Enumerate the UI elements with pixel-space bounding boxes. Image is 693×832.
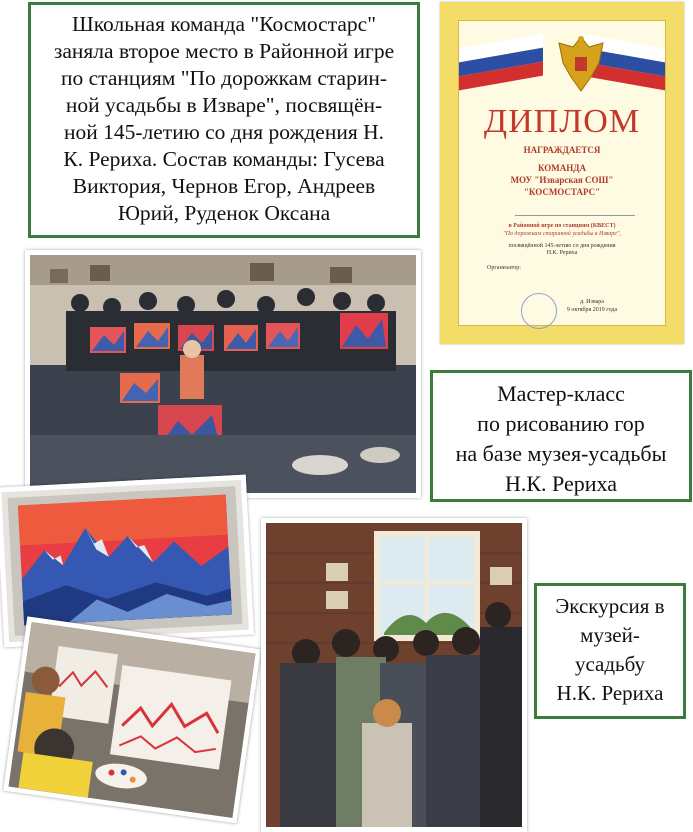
caption-line: К. Рериха. Состав команды: Гусева xyxy=(63,147,385,171)
diploma-team: "КОСМОСТАРС" xyxy=(523,187,601,197)
coat-of-arms-icon xyxy=(555,33,607,95)
caption-line: музей- xyxy=(580,623,640,647)
caption-line: Экскурсия в xyxy=(555,594,665,618)
caption-line: Школьная команда "Космостарс" xyxy=(72,12,376,36)
diploma-event-1: в Районной игре по станциям (КВЕСТ) xyxy=(508,223,616,229)
russian-flag-left-icon xyxy=(459,34,543,91)
caption-line: по станциям "По дорожкам старин- xyxy=(60,66,387,90)
diploma-date: 9 октября 2019 года xyxy=(566,307,618,313)
diploma-dedication-1: посвящённой 145-летию со дня рождения xyxy=(508,243,616,249)
diploma-image xyxy=(440,2,684,344)
caption-line: Виктория, Чернов Егор, Андреев xyxy=(72,174,376,198)
diploma-awarded: НАГРАЖДАЕТСЯ xyxy=(523,145,601,155)
caption-line: ной 145-летию со дня рождения Н. xyxy=(63,120,384,144)
diploma-paper xyxy=(458,20,666,326)
caption-line: по рисованию гор xyxy=(477,411,645,436)
diploma-dedication-2: Н.К. Рериха xyxy=(546,250,578,256)
caption-line: заняла второе место в Районной игре xyxy=(53,39,395,63)
diploma-school: МОУ "Изварская СОШ" xyxy=(510,175,614,185)
caption-line: ной усадьбы в Изваре", посвящён- xyxy=(65,93,383,117)
caption-line: Мастер-класс xyxy=(497,381,625,406)
caption-line: Юрий, Руденок Оксана xyxy=(117,201,331,225)
caption-line: на базе музея-усадьбы xyxy=(455,441,667,466)
diploma-organizer: Организатор: xyxy=(487,265,521,271)
caption-excursion xyxy=(534,583,686,719)
diploma-team-label: КОМАНДА xyxy=(538,163,586,173)
caption-line: Н.К. Рериха xyxy=(556,681,664,705)
museum-excursion-icon xyxy=(266,523,522,827)
children-painting-icon xyxy=(9,622,256,818)
classroom-photo xyxy=(25,250,421,498)
diploma-event-2: "По дорожкам старинной усадьбы в Изваре", xyxy=(503,231,621,237)
classroom-scene-icon xyxy=(30,255,416,493)
diploma-place: д. Извара xyxy=(580,299,604,305)
caption-line: Н.К. Рериха xyxy=(504,471,618,496)
caption-line: усадьбу xyxy=(574,652,646,676)
diploma-title: ДИПЛОМ xyxy=(483,103,641,140)
handwritten-place xyxy=(515,205,635,216)
museum-excursion-photo xyxy=(261,518,527,832)
children-painting-photo xyxy=(3,616,261,823)
caption-team-result xyxy=(28,2,420,238)
caption-masterclass xyxy=(430,370,692,502)
